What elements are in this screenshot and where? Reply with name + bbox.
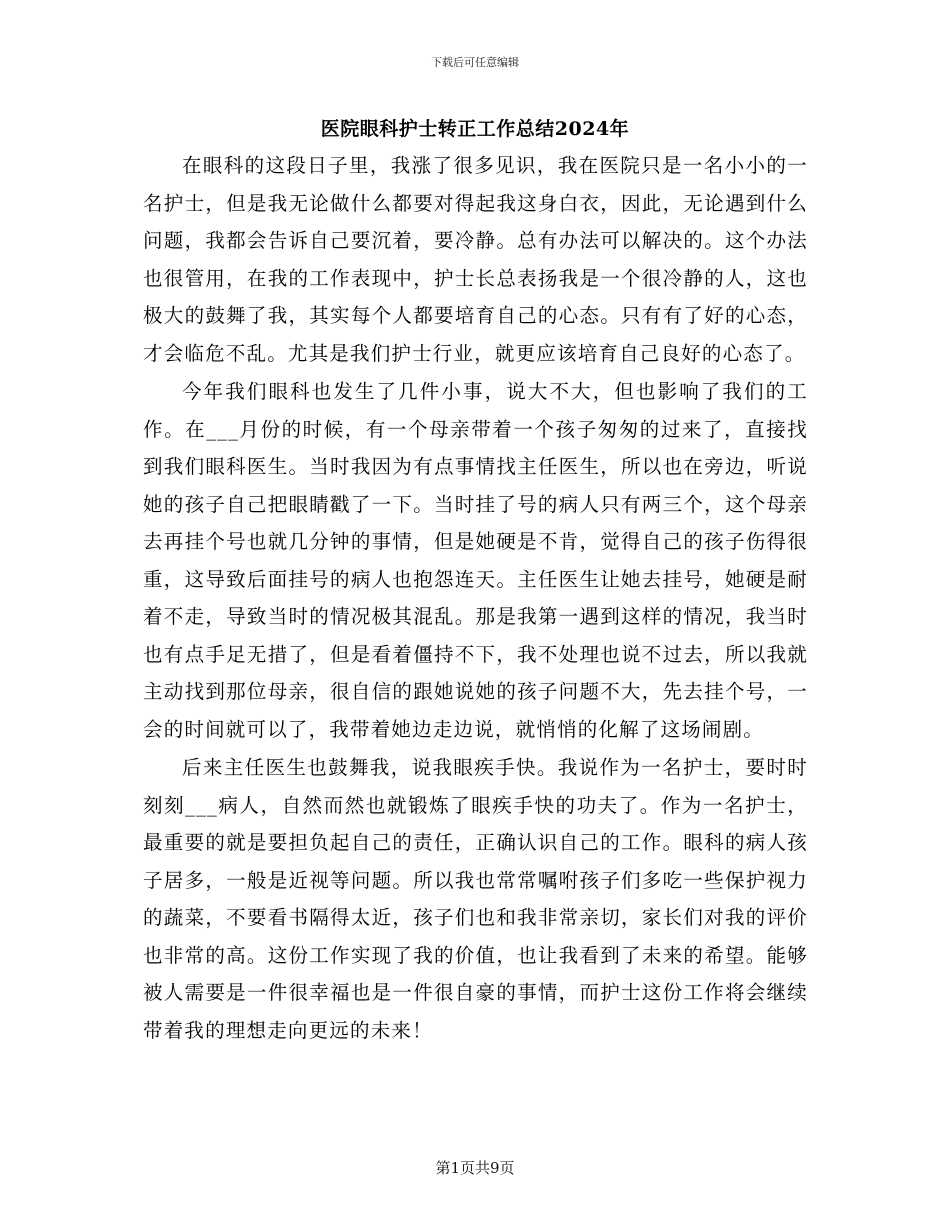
page-indicator: 第1页共9页 bbox=[435, 1159, 515, 1177]
paragraph: 在眼科的这段日子里，我涨了很多见识，我在医院只是一名小小的一名护士，但是我无论做什么都要对得起我这身白衣，因此，无论遇到什么问题，我都会告诉自己要沉着，要冷静。总有办法可以解决的。这个办法也很管用，在我的工作表现中，护士长总表扬我是一个很冷静的人，这也极大的鼓舞了我，其实每个人都要培育自己的心态。只有有了好的心态，才会临危不乱。尤其是我们护士行业，就更应该培育自己良好的心态了。 bbox=[143, 154, 808, 365]
paragraph: 今年我们眼科也发生了几件小事，说大不大，但也影响了我们的工作。在___月份的时候，有一个母亲带着一个孩子匆匆的过来了，直接找到我们眼科医生。当时我因为有点事情找主任医生，所以也在旁边，听说她的孩子自己把眼睛戳了一下。当时挂了号的病人只有两三个，这个母亲去再挂个号也就几分钟的事情，但是她硬是不肯，觉得自己的孩子伤得很重，这导致后面挂号的病人也抱怨连天。主任医生让她去挂号，她硬是耐着不走，导致当时的情况极其混乱。那是我第一遇到这样的情况，我当时也有点手足无措了，但是看着僵持不下，我不处理也说不过去，所以我就主动找到那位母亲，很自信的跟她说她的孩子问题不大，先去挂个号，一会的时间就可以了，我带着她边走边说，就悄悄的化解了这场闹剧。 bbox=[143, 380, 808, 741]
paragraph: 后来主任医生也鼓舞我，说我眼疾手快。我说作为一名护士，要时时刻刻___病人，自然而然也就锻炼了眼疾手快的功夫了。作为一名护士，最重要的就是要担负起自己的责任，正确认识自己的工作。眼科的病人孩子居多，一般是近视等问题。所以我也常常嘱咐孩子们多吃一些保护视力的蔬菜，不要看书隔得太近，孩子们也和我非常亲切，家长们对我的评价也非常的高。这份工作实现了我的价值，也让我看到了未来的希望。能够被人需要是一件很幸福也是一件很自豪的事情，而护士这份工作将会继续带着我的理想走向更远的未来！ bbox=[143, 756, 808, 1042]
document-title: 医院眼科护士转正工作总结2024年 bbox=[320, 118, 630, 140]
header-note: 下载后可任意编辑 bbox=[431, 56, 519, 69]
document-body bbox=[143, 147, 808, 1049]
